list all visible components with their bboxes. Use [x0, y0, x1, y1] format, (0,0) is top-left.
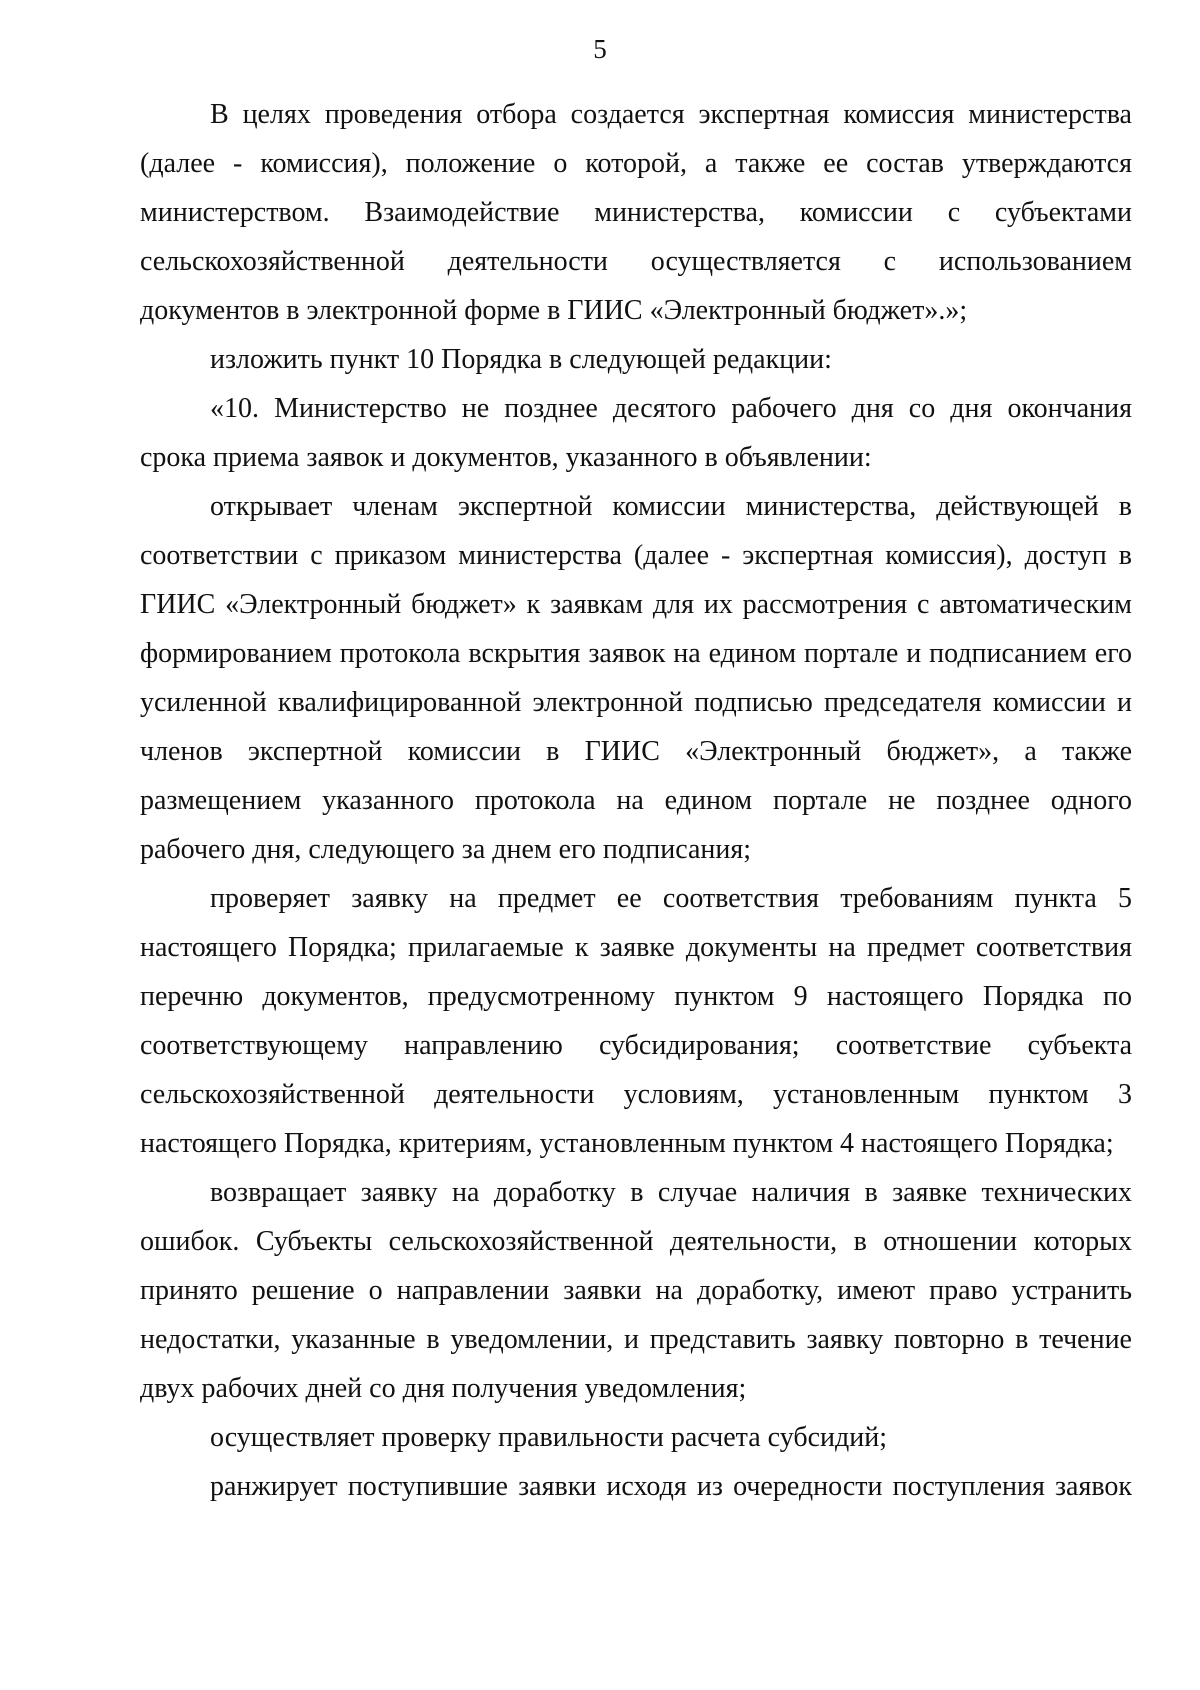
paragraph-ranks-applications: ранжирует поступившие заявки исходя из очередности поступления заявок — [210, 1471, 1132, 1502]
paragraph-point-10-intro: «10. Министерство не позднее десятого рабочего дня со дня окончания срока приема заявок и документов, указанного в объявлении: — [140, 393, 1132, 473]
paragraph-returns-application: возвращает заявку на доработку в случае наличия в заявке технических ошибок. Субъекты сельскохозяйственной деятельности, в отношении которых принято решение о направлении заявки на доработку, имеют право устранить недостатки, указанные в уведомлении, и представить заявку повторно в течение двух рабочих дней со дня получения уведомления; — [140, 1177, 1132, 1404]
paragraph-amend-point-10: изложить пункт 10 Порядка в следующей редакции: — [210, 344, 832, 375]
page-number: 5 — [593, 34, 607, 64]
document-body — [140, 90, 1132, 1511]
paragraph-opens-access: открывает членам экспертной комиссии министерства, действующей в соответствии с приказом министерства (далее - экспертная комиссия), доступ в ГИИС «Электронный бюджет» к заявкам для их рассмотрения с автоматическим формированием протокола вскрытия заявок на едином портале и подписанием его усиленной квалифицированной электронной подписью председателя комиссии и членов экспертной комиссии в ГИИС «Электронный бюджет», а также размещением указанного протокола на едином портале не позднее одного рабочего дня, следующего за днем его подписания; — [140, 491, 1132, 865]
paragraph-verifies-calculation: осуществляет проверку правильности расчета субсидий; — [210, 1422, 887, 1453]
paragraph-commission: В целях проведения отбора создается экспертная комиссия министерства (далее - комиссия), положение о которой, а также ее состав утверждаются министерством. Взаимодействие министерства, комиссии с субъектами сельскохозяйственной деятельности осуществляется с использованием документов в электронной форме в ГИИС «Электронный бюджет».»; — [140, 99, 1132, 326]
paragraph-checks-application: проверяет заявку на предмет ее соответствия требованиям пункта 5 настоящего Порядка; прилагаемые к заявке документы на предмет соответствия перечню документов, предусмотренному пунктом 9 настоящего Порядка по соответствующему направлению субсидирования; соответствие субъекта сельскохозяйственной деятельности условиям, установленным пунктом 3 настоящего Порядка, критериям, установленным пунктом 4 настоящего Порядка; — [140, 883, 1132, 1159]
